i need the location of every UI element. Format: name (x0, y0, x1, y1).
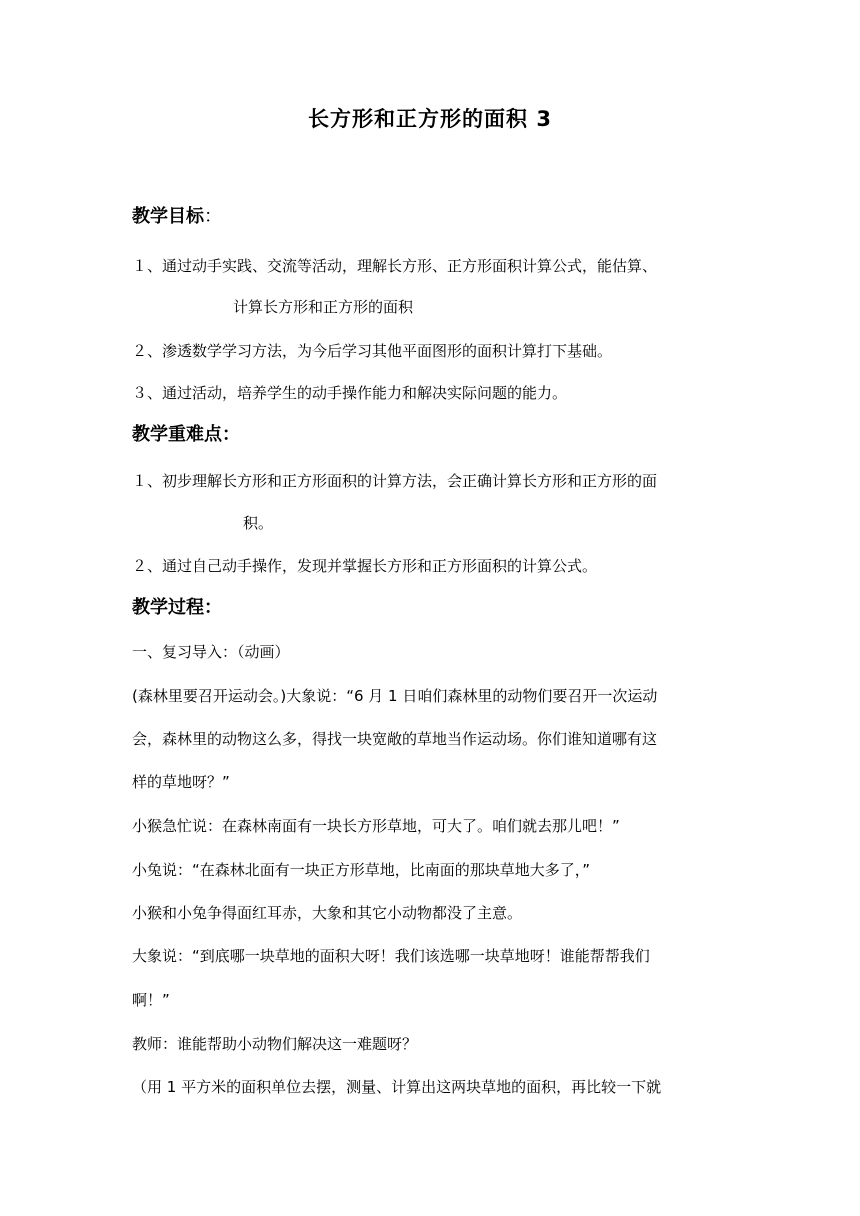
process-line: 一、复习导入：（动画） (132, 643, 290, 661)
goals-heading (132, 207, 732, 227)
process-line: 教师：谁能帮助小动物们解决这一难题呀？ (132, 1035, 418, 1053)
key-point-item-2: ２、通过自己动手操作，发现并掌握长方形和正方形面积的计算公式。 (132, 557, 598, 575)
key-point-item-1-continued: 积。 (243, 514, 274, 532)
process-line: (森林里要召开运动会。)大象说：“6 月 1 日咱们森林里的动物们要召开一次运动 (132, 687, 658, 705)
process-heading: 教学过程： (132, 597, 222, 618)
process-line: 啊！” (132, 991, 170, 1009)
process-line: 小兔说：“在森林北面有一块正方形草地，比南面的那块草地大多了，” (132, 861, 591, 879)
goals-heading-text: 教学目标 (132, 206, 204, 227)
process-line: 小猴急忙说：在森林南面有一块长方形草地，可大了。咱们就去那儿吧！” (132, 817, 620, 835)
goals-heading-colon: ： (204, 206, 222, 227)
key-point-item-1: １、初步理解长方形和正方形面积的计算方法，会正确计算长方形和正方形的面 (132, 472, 658, 490)
goal-item-1-continued: 计算长方形和正方形的面积 (233, 298, 414, 316)
process-line: （用 1 平方米的面积单位去摆，测量、计算出这两块草地的面积，再比较一下就 (132, 1078, 662, 1096)
process-line: 大象说：“到底哪一块草地的面积大呀！我们该选哪一块草地呀！谁能帮帮我们 (132, 947, 650, 965)
process-line: 会，森林里的动物这么多，得找一块宽敞的草地当作运动场。你们谁知道哪有这 (132, 730, 658, 748)
goal-item-2: ２、渗透数学学习方法，为今后学习其他平面图形的面积计算打下基础。 (132, 342, 613, 360)
goal-item-3: ３、通过活动，培养学生的动手操作能力和解决实际问题的能力。 (132, 384, 568, 402)
goal-item-1: １、通过动手实践、交流等活动，理解长方形、正方形面积计算公式，能估算、 (132, 257, 658, 275)
process-line: 样的草地呀？” (132, 773, 230, 791)
key-points-heading: 教学重难点： (132, 424, 240, 445)
document-title: 长方形和正方形的面积 3 (308, 107, 552, 131)
process-line: 小猴和小兔争得面红耳赤，大象和其它小动物都没了主意。 (132, 904, 523, 922)
